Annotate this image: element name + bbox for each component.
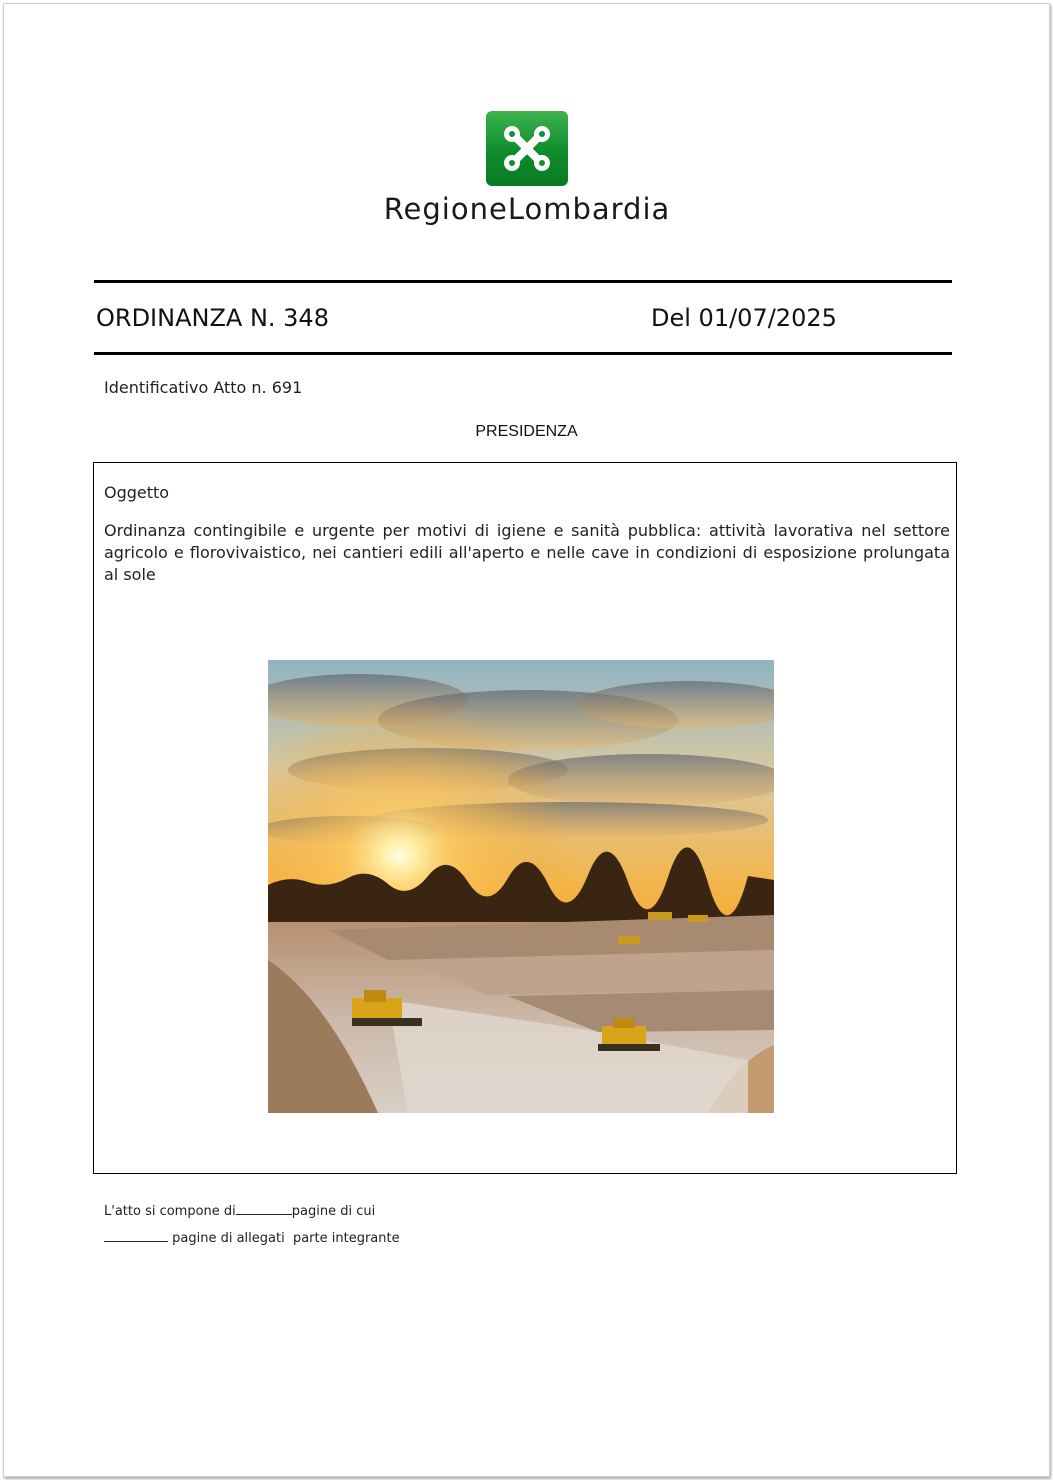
department-heading: PRESIDENZA bbox=[475, 423, 578, 440]
quarry-sunset-photo bbox=[268, 660, 774, 1113]
footer-suffix: pagine di cui bbox=[291, 1204, 376, 1219]
attachment-count-blank[interactable] bbox=[104, 1229, 168, 1242]
subject-text[interactable]: Ordinanza contingibile e urgente per motivi di igiene e sanità pubblica: attività lavorativa nel settore agricolo e florovivaistico, nei cantieri edili all'aperto e nelle cave in condizioni di esposizione prolungata al sole bbox=[104, 521, 950, 584]
page-count-blank[interactable] bbox=[236, 1202, 292, 1215]
footer-attachments-text: pagine di allegati parte integrante bbox=[168, 1231, 400, 1246]
footer-attachments bbox=[104, 1229, 400, 1246]
subject-box bbox=[93, 462, 957, 1174]
header-rule-bottom bbox=[94, 352, 952, 355]
ordinanza-number: ORDINANZA N. 348 bbox=[96, 304, 329, 332]
header-rule-top bbox=[94, 280, 952, 283]
brand-name: RegioneLombardia bbox=[383, 192, 671, 226]
identificativo-atto: Identificativo Atto n. 691 bbox=[104, 378, 303, 397]
footer-page-count bbox=[104, 1202, 375, 1219]
ordinanza-date: Del 01/07/2025 bbox=[651, 304, 837, 332]
rosa-camuna-icon bbox=[486, 111, 568, 186]
footer-prefix: L'atto si compone di bbox=[104, 1204, 236, 1219]
subject-label: Oggetto bbox=[104, 483, 170, 502]
